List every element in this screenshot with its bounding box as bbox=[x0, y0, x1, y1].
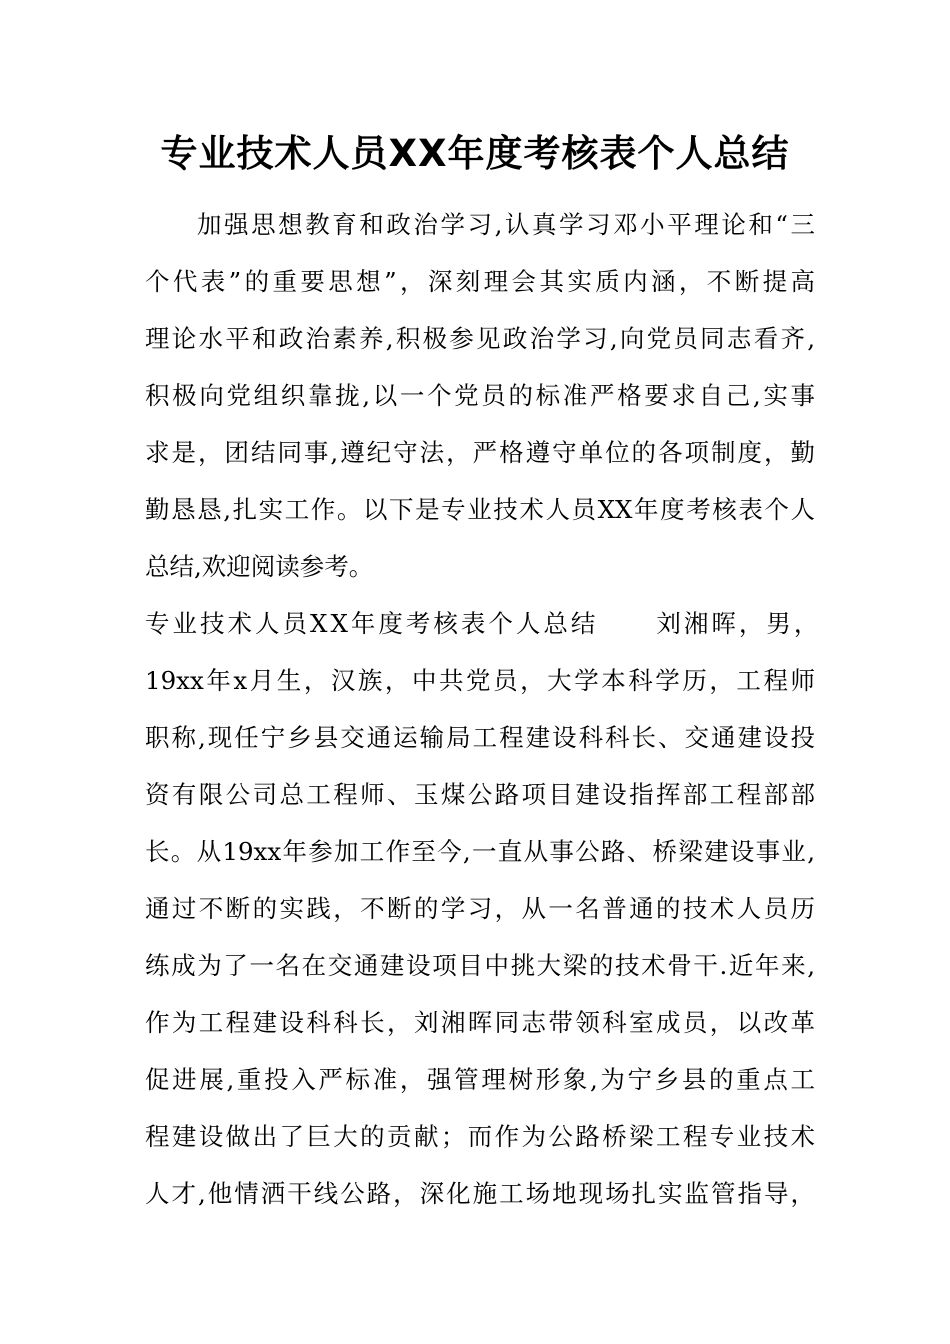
paragraph-line: 作为工程建设科科长，刘湘晖同志带领科室成员，以改革 bbox=[145, 1008, 815, 1037]
document-title: 专业技术人员XX年度考核表个人总结 bbox=[160, 132, 790, 175]
paragraph-line: 求是，团结同事,遵纪守法，严格遵守单位的各项制度，勤 bbox=[145, 438, 815, 467]
paragraph-line: 人才,他情洒干线公路，深化施工场地现场扎实监管指导， bbox=[145, 1179, 815, 1208]
paragraph-line: 程建设做出了巨大的贡献；而作为公路桥梁工程专业技术 bbox=[145, 1122, 815, 1151]
section-heading: 专业技术人员XX年度考核表个人总结 bbox=[145, 609, 599, 638]
paragraph-line: 积极向党组织靠拢,以一个党员的标准严格要求自己,实事 bbox=[145, 381, 815, 410]
paragraph-line: 通过不断的实践，不断的学习，从一名普通的技术人员历 bbox=[145, 894, 815, 923]
paragraph-line: 长。从19xx年参加工作至今,一直从事公路、桥梁建设事业, bbox=[145, 837, 815, 866]
paragraph-line: 练成为了一名在交通建设项目中挑大梁的技术骨干.近年来, bbox=[145, 951, 815, 980]
paragraph-first-line bbox=[145, 595, 822, 652]
paragraph-text: 刘湘晖，男， bbox=[656, 609, 822, 638]
paragraph-line: 促进展,重投入严标准，强管理树形象,为宁乡县的重点工 bbox=[145, 1065, 815, 1094]
paragraph-line: 加强思想教育和政治学习,认真学习邓小平理论和“三 bbox=[197, 210, 815, 239]
paragraph-line: 资有限公司总工程师、玉煤公路项目建设指挥部工程部部 bbox=[145, 780, 815, 809]
paragraph-line: 个代表”的重要思想”，深刻理会其实质内涵，不断提高 bbox=[145, 267, 815, 296]
paragraph-line: 19xx年x月生，汉族，中共党员，大学本科学历，工程师 bbox=[145, 666, 815, 695]
paragraph-line: 总结,欢迎阅读参考。 bbox=[145, 552, 374, 581]
paragraph-line: 理论水平和政治素养,积极参见政治学习,向党员同志看齐, bbox=[145, 324, 815, 353]
paragraph-line: 勤恳恳,扎实工作。以下是专业技术人员XX年度考核表个人 bbox=[145, 495, 815, 524]
paragraph-line: 职称,现任宁乡县交通运输局工程建设科科长、交通建设投 bbox=[145, 723, 815, 752]
